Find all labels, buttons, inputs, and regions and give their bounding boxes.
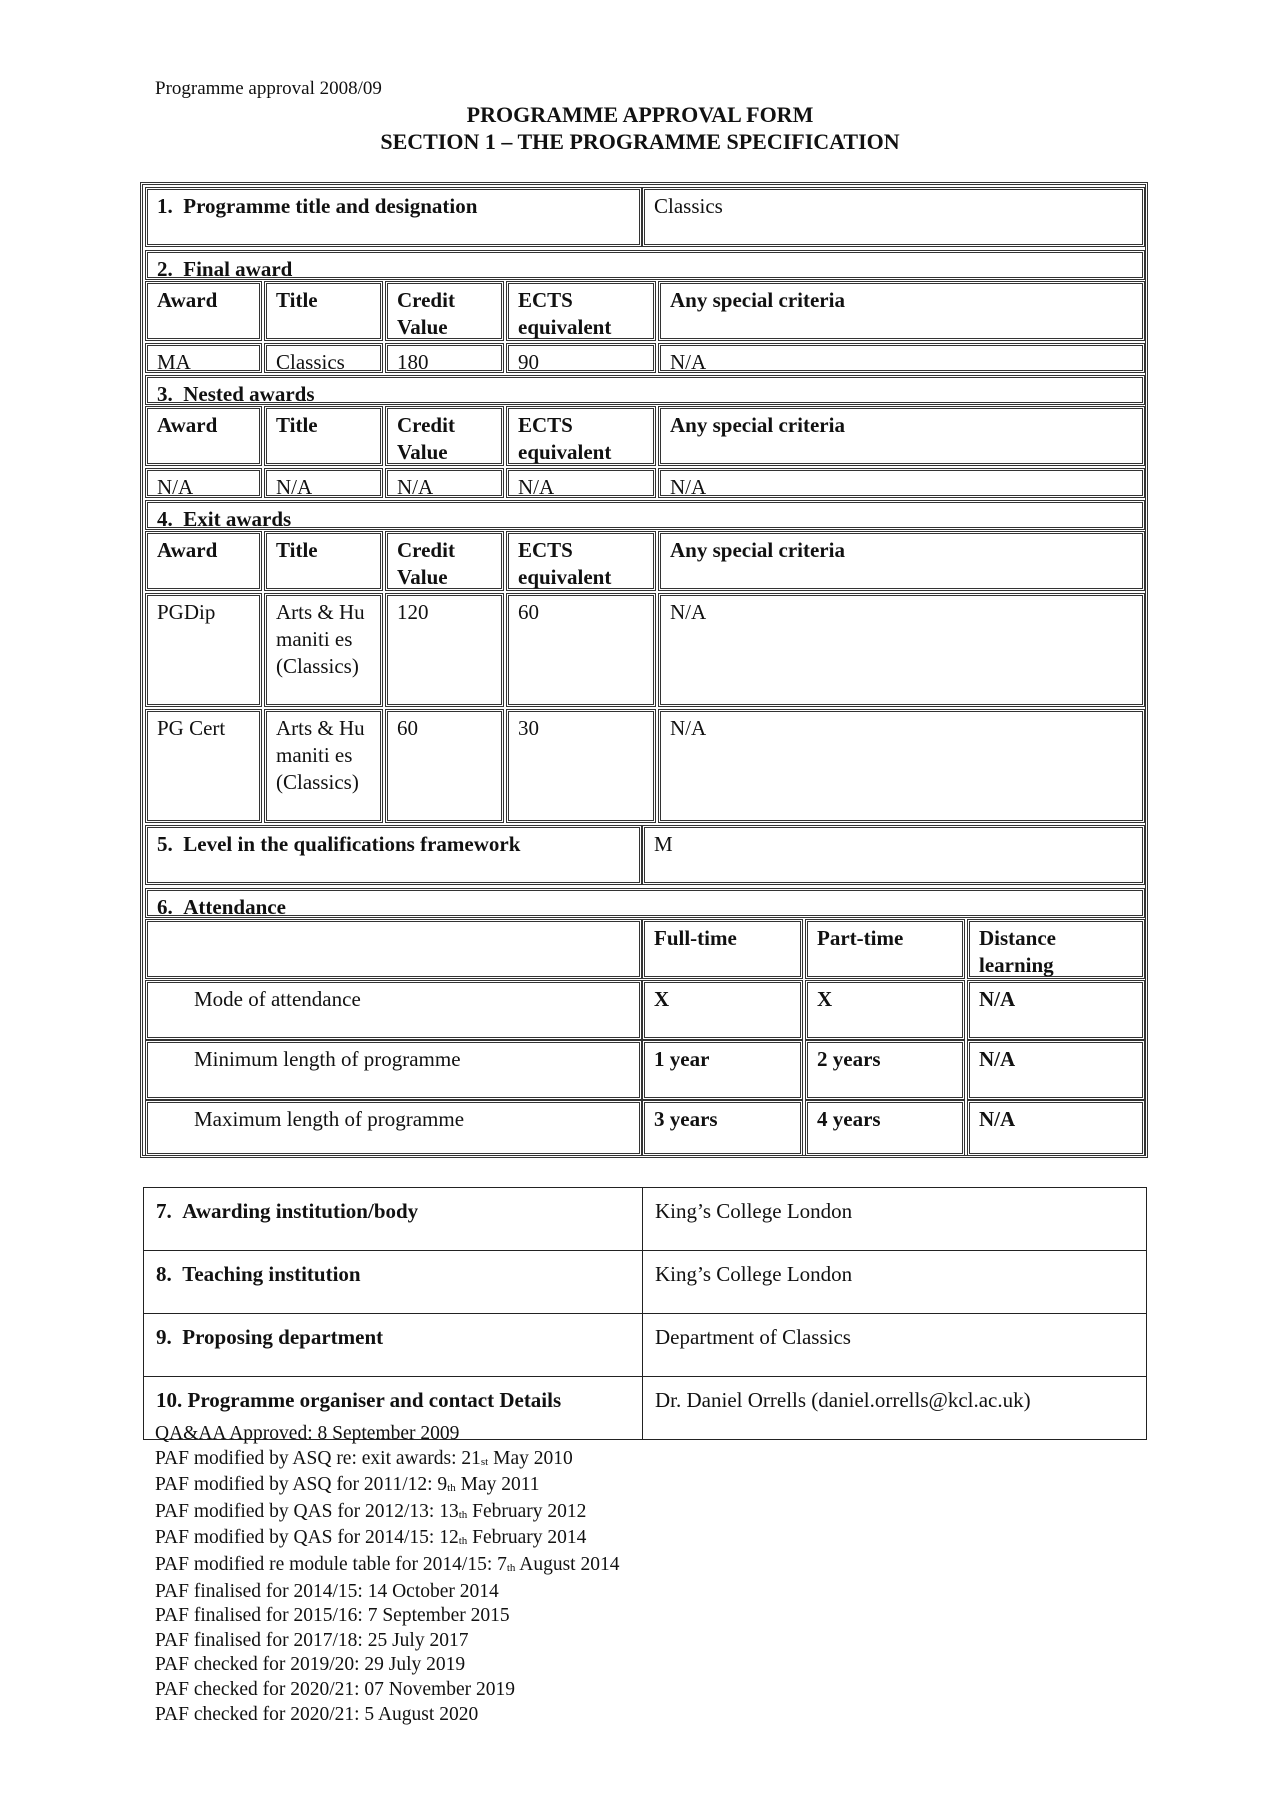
approval-note: PAF modified by QAS for 2012/13: 13th February 2012 xyxy=(155,1500,587,1522)
attendance-row-part: X xyxy=(805,980,965,1040)
exit-header-credit: Credit Value xyxy=(385,531,504,591)
table-row xyxy=(144,1314,1147,1377)
proposing-department-label: 9. Proposing department xyxy=(144,1314,643,1377)
approval-note: PAF finalised for 2014/15: 14 October 2014 xyxy=(155,1580,499,1602)
section-title: SECTION 1 – THE PROGRAMME SPECIFICATION xyxy=(380,129,900,154)
approval-note: PAF modified by ASQ re: exit awards: 21st May 2010 xyxy=(155,1447,573,1469)
attendance-header-distance: Distance learning xyxy=(967,919,1145,979)
awarding-institution-label: 7. Awarding institution/body xyxy=(144,1188,643,1251)
page-header: Programme approval 2008/09 xyxy=(155,78,382,99)
attendance-row-distance: N/A xyxy=(967,1040,1145,1100)
approval-note: PAF checked for 2020/21: 07 November 2019 xyxy=(155,1678,515,1700)
approval-note: PAF modified by QAS for 2014/15: 12th February 2014 xyxy=(155,1527,587,1549)
programme-title-label: 1. Programme title and designation xyxy=(145,187,642,247)
attendance-row-label: Minimum length of programme xyxy=(145,1040,642,1100)
level-value: M xyxy=(642,825,1145,885)
attendance-header-blank xyxy=(145,919,642,979)
attendance-row-distance: N/A xyxy=(967,980,1145,1040)
programme-title-value: Classics xyxy=(642,187,1145,247)
final-award-header-title: Title xyxy=(264,281,383,341)
form-title: PROGRAMME APPROVAL FORM xyxy=(466,102,814,127)
attendance-row-label: Maximum length of programme xyxy=(145,1100,642,1156)
table-row xyxy=(144,1251,1147,1314)
exit-award-criteria: N/A xyxy=(658,709,1145,823)
exit-award-award: PG Cert xyxy=(145,709,262,823)
exit-award-title: Arts & Humaniti es (Classics) xyxy=(264,593,383,707)
level-label: 5. Level in the qualifications framework xyxy=(145,825,642,885)
attendance-header-full: Full-time xyxy=(642,919,803,979)
exit-header-ects: ECTS equivalent xyxy=(506,531,656,591)
approval-note: PAF finalised for 2017/18: 25 July 2017 xyxy=(155,1629,469,1651)
exit-award-criteria: N/A xyxy=(658,593,1145,707)
exit-award-ects: 30 xyxy=(506,709,656,823)
organiser-value: Dr. Daniel Orrells (daniel.orrells@kcl.ac.uk) xyxy=(643,1377,1147,1440)
institution-table xyxy=(143,1187,1147,1440)
approval-note: PAF checked for 2019/20: 29 July 2019 xyxy=(155,1654,466,1676)
approval-note: PAF modified by ASQ for 2011/12: 9th May 2011 xyxy=(155,1474,540,1496)
final-award-credit: 180 xyxy=(385,343,504,373)
programme-spec-table xyxy=(140,182,1148,1158)
awarding-institution-value: King’s College London xyxy=(643,1188,1147,1251)
exit-header-criteria: Any special criteria xyxy=(658,531,1145,591)
final-award-header-criteria: Any special criteria xyxy=(658,281,1145,341)
nested-award-credit: N/A xyxy=(385,468,504,498)
attendance-row-full: 1 year xyxy=(642,1040,803,1100)
teaching-institution-value: King’s College London xyxy=(643,1251,1147,1314)
final-award-header-ects: ECTS equivalent xyxy=(506,281,656,341)
nested-award-ects: N/A xyxy=(506,468,656,498)
table-row xyxy=(144,1188,1147,1251)
final-award-header-award: Award xyxy=(145,281,262,341)
approval-history xyxy=(155,1422,619,1727)
proposing-department-value: Department of Classics xyxy=(643,1314,1147,1377)
attendance-row-full: 3 years xyxy=(642,1100,803,1156)
exit-award-ects: 60 xyxy=(506,593,656,707)
final-award-title: Classics xyxy=(264,343,383,373)
final-award-criteria: N/A xyxy=(658,343,1145,373)
exit-header-award: Award xyxy=(145,531,262,591)
final-award-ects: 90 xyxy=(506,343,656,373)
exit-awards-heading: 4. Exit awards xyxy=(145,500,1145,530)
exit-header-title: Title xyxy=(264,531,383,591)
attendance-row-part: 4 years xyxy=(805,1100,965,1156)
organiser-label-text: 10. Programme organiser and contact Details xyxy=(156,1388,562,1412)
approval-note: PAF checked for 2020/21: 5 August 2020 xyxy=(155,1703,479,1725)
nested-award-criteria: N/A xyxy=(658,468,1145,498)
nested-award-title: N/A xyxy=(264,468,383,498)
attendance-row-distance: N/A xyxy=(967,1100,1145,1156)
approval-note: PAF finalised for 2015/16: 7 September 2015 xyxy=(155,1605,510,1627)
attendance-row-label: Mode of attendance xyxy=(145,980,642,1040)
teaching-institution-label: 8. Teaching institution xyxy=(144,1251,643,1314)
exit-award-award: PGDip xyxy=(145,593,262,707)
nested-award-award: N/A xyxy=(145,468,262,498)
attendance-header-part: Part-time xyxy=(805,919,965,979)
nested-header-ects: ECTS equivalent xyxy=(506,406,656,466)
final-award-heading: 2. Final award xyxy=(145,250,1145,280)
exit-award-credit: 120 xyxy=(385,593,504,707)
nested-awards-heading: 3. Nested awards xyxy=(145,375,1145,405)
exit-award-title: Arts & Humaniti es (Classics) xyxy=(264,709,383,823)
exit-award-credit: 60 xyxy=(385,709,504,823)
approval-note: QA&AA Approved: 8 September 2009 xyxy=(155,1423,460,1444)
nested-header-title: Title xyxy=(264,406,383,466)
approval-note: PAF modified re module table for 2014/15: 7th August 2014 xyxy=(155,1553,620,1575)
final-award-award: MA xyxy=(145,343,262,373)
attendance-heading: 6. Attendance xyxy=(145,888,1145,918)
nested-header-award: Award xyxy=(145,406,262,466)
final-award-header-credit: Credit Value xyxy=(385,281,504,341)
nested-header-criteria: Any special criteria xyxy=(658,406,1145,466)
attendance-row-full: X xyxy=(642,980,803,1040)
nested-header-credit: Credit Value xyxy=(385,406,504,466)
attendance-row-part: 2 years xyxy=(805,1040,965,1100)
